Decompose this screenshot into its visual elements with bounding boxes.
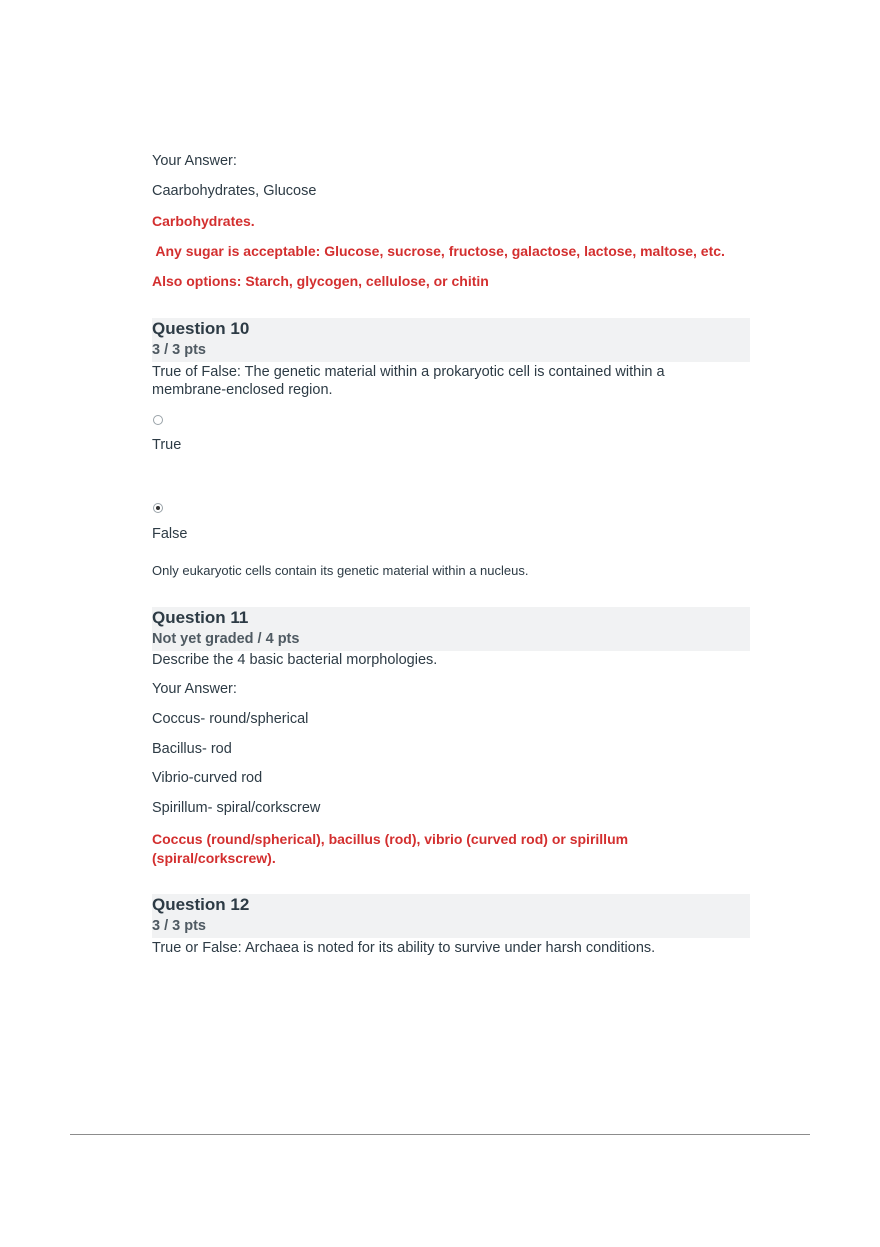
question-title: Question 12: [152, 895, 250, 914]
question-points: Not yet graded / 4 pts: [152, 631, 300, 647]
option-label-true: True: [152, 437, 182, 453]
option-label-false: False: [152, 526, 188, 542]
answer-key-line: (spiral/corkscrew).: [152, 850, 276, 866]
answer-line: Spirillum- spiral/corkscrew: [152, 800, 321, 816]
question-prompt: True of False: The genetic material within a prokaryotic cell is contained within a: [152, 364, 665, 380]
question-points: 3 / 3 pts: [152, 342, 206, 358]
question-prompt: membrane-enclosed region.: [152, 382, 333, 398]
your-answer-label: Your Answer:: [152, 153, 237, 169]
answer-line: Bacillus- rod: [152, 741, 232, 757]
question-prompt: Describe the 4 basic bacterial morphologies.: [152, 652, 438, 668]
question-title: Question 10: [152, 319, 250, 338]
answer-key-line: Coccus (round/spherical), bacillus (rod), vibrio (curved rod) or spirillum: [152, 831, 629, 847]
footer-divider: [70, 1134, 810, 1135]
question-header: [152, 318, 750, 362]
question-header: [152, 894, 750, 938]
answer-key-line: Carbohydrates.: [152, 213, 255, 229]
answer-line: Coccus- round/spherical: [152, 711, 309, 727]
question-comment: Only eukaryotic cells contain its genetic material within a nucleus.: [152, 563, 529, 578]
student-answer: Caarbohydrates, Glucose: [152, 183, 317, 199]
question-title: Question 11: [152, 608, 249, 627]
answer-key-line: Also options: Starch, glycogen, cellulose, or chitin: [152, 273, 489, 289]
question-prompt: True or False: Archaea is noted for its ability to survive under harsh conditions.: [152, 940, 656, 956]
question-header: [152, 607, 750, 651]
your-answer-label: Your Answer:: [152, 681, 237, 697]
question-points: 3 / 3 pts: [152, 918, 206, 934]
answer-line: Vibrio-curved rod: [152, 770, 263, 786]
radio-option-true[interactable]: [153, 415, 163, 425]
answer-key-line: Any sugar is acceptable: Glucose, sucrose, fructose, galactose, lactose, maltose, etc.: [152, 243, 725, 259]
radio-option-false[interactable]: [153, 503, 163, 513]
